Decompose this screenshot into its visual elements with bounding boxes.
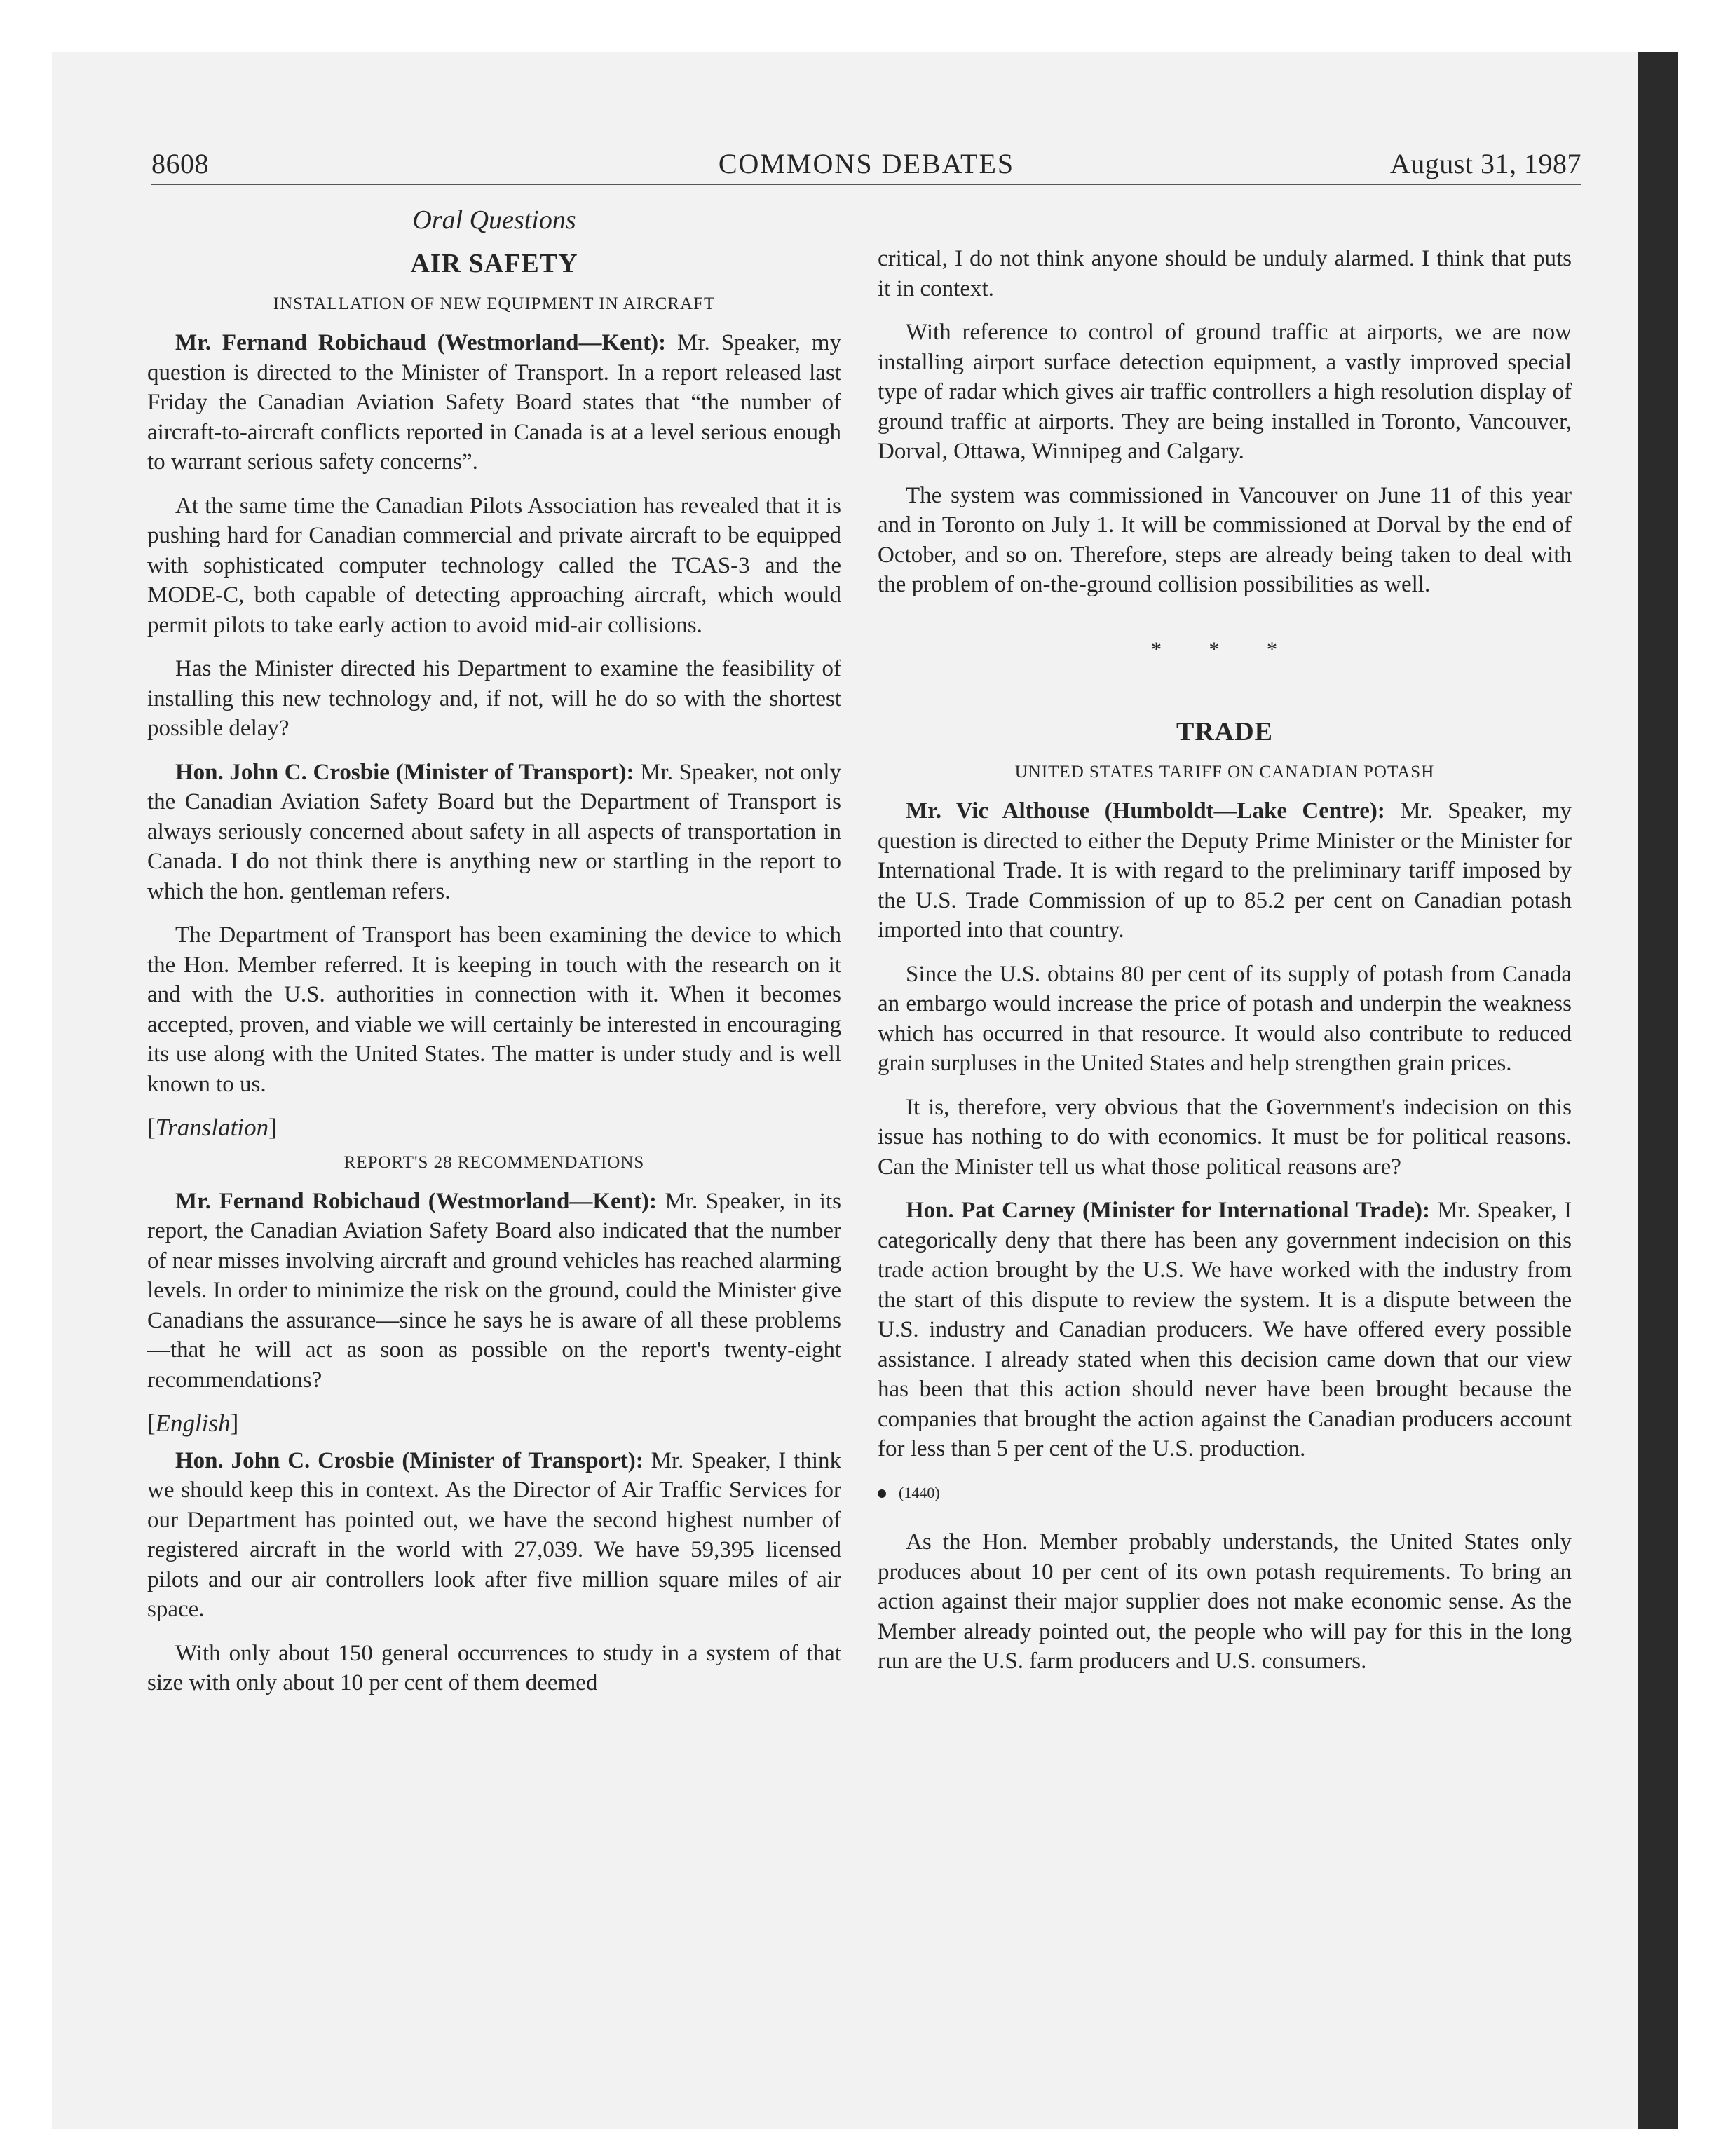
paragraph: With only about 150 general occurrences to study in a system of that size with only about 10 per cent of them deemed xyxy=(147,1640,841,1696)
time-marker: (1440) xyxy=(878,1478,1572,1508)
paragraph: The system was commissioned in Vancouver on June 11 of this year and in Toronto on July 1. It will be commissioned at Dorval by the end of October, and so on. Therefore, steps are already being taken to deal with the problem of on-the-ground collision possibilities as well. xyxy=(878,482,1572,597)
paragraph: critical, I do not think anyone should be unduly alarmed. I think that puts it in context. xyxy=(878,246,1572,301)
section-heading: AIR SAFETY xyxy=(410,249,578,278)
paragraph: The Department of Transport has been examining the device to which the Hon. Member referred. It is keeping in touch with the research on it and with the U.S. authorities in connection with it. When it becomes accepted, proven, and viable we will certainly be interested in encouraging its use along with the United States. The matter is under study and is well known to us. xyxy=(147,922,841,1097)
paragraph: Hon. Pat Carney (Minister for International Trade): Mr. Speaker, I categorically deny that there has been any government indecision on this trade action brought by the U.S. We have worked with the industry from the start of this dispute to review the system. It is a dispute between the U.S. industry and Canadian producers. We have offered every possible assistance. I already stated when this decision came down that our view has been that this action should never have been brought because the companies that brought the action against the Canadian producers account for less than 5 per cent of the U.S. production. xyxy=(878,1198,1572,1461)
page-number: 8608 xyxy=(151,148,209,179)
publication-title: COMMONS DEBATES xyxy=(718,148,1015,179)
section-separator: * * * xyxy=(1151,637,1298,661)
section-heading: TRADE xyxy=(1176,717,1274,746)
paragraph: Hon. John C. Crosbie (Minister of Transport): Mr. Speaker, not only the Canadian Aviation Safety Board but the Department of Transport is always seriously concerned about safety in all aspects of transportation in Canada. I do not think there is anything new or startling in the report to which the hon. gentleman refers. xyxy=(147,759,842,904)
publication-date: August 31, 1987 xyxy=(1389,148,1581,179)
left-column xyxy=(147,196,841,1712)
speaker: Hon. Pat Carney (Minister for International Trade): xyxy=(906,1198,1430,1223)
language-note: [English] xyxy=(147,1410,239,1437)
header-rule xyxy=(151,184,1581,185)
speaker: Hon. John C. Crosbie (Minister of Transport): xyxy=(175,759,634,785)
paragraph: Mr. Fernand Robichaud (Westmorland—Kent): Mr. Speaker, my question is directed to the Minister of Transport. In a report released last Friday the Canadian Aviation Safety Board states that “the number of aircraft-to-aircraft conflicts reported in Canada is at a level serious enough to warrant serious safety concerns”. xyxy=(147,330,841,475)
paragraph: Mr. Fernand Robichaud (Westmorland—Kent): Mr. Speaker, in its report, the Canadian Aviation Safety Board also indicated that the number of near misses involving aircraft and ground vehicles has reached alarming levels. In order to minimize the risk on the ground, could the Minister give Canadians the assurance—since he says he is aware of all these problems—that he will act as soon as possible on the report's twenty-eight recommendations? xyxy=(147,1188,841,1393)
binding-edge xyxy=(1638,52,1678,2129)
subheading: REPORT'S 28 RECOMMENDATIONS xyxy=(343,1152,645,1172)
right-column xyxy=(878,244,1572,1691)
paragraph: With reference to control of ground traffic at airports, we are now installing airport surface detection equipment, a vastly improved special type of radar which gives air traffic controllers a high resolution display of ground traffic at airports. They are being installed in Toronto, Vancouver, Dorval, Ottawa, Winnipeg and Calgary. xyxy=(878,320,1572,464)
paragraph: Has the Minister directed his Department to examine the feasibility of installing this new technology and, if not, will he do so with the shortest possible delay? xyxy=(147,656,841,741)
paragraph: It is, therefore, very obvious that the Government's indecision on this issue has nothing to do with economics. It must be for political reasons. Can the Minister tell us what those political reasons are? xyxy=(878,1094,1572,1180)
speaker: Mr. Fernand Robichaud (Westmorland—Kent): xyxy=(175,330,667,355)
page-header xyxy=(151,147,1581,186)
speaker: Hon. John C. Crosbie (Minister of Transport): xyxy=(175,1447,644,1473)
rubric: Oral Questions xyxy=(412,205,576,235)
paragraph: Mr. Vic Althouse (Humboldt—Lake Centre): Mr. Speaker, my question is directed to either the Deputy Prime Minister or the Minister for International Trade. It is with regard to the preliminary tariff imposed by the U.S. Trade Commission of up to 85.2 per cent on Canadian potash imported into that country. xyxy=(878,798,1572,943)
language-note: [Translation] xyxy=(147,1114,277,1141)
subheading: UNITED STATES TARIFF ON CANADIAN POTASH xyxy=(1014,763,1435,782)
speaker: Mr. Vic Althouse (Humboldt—Lake Centre): xyxy=(906,798,1385,824)
speaker: Mr. Fernand Robichaud (Westmorland—Kent): xyxy=(175,1188,657,1214)
paragraph: Since the U.S. obtains 80 per cent of its supply of potash from Canada an embargo would increase the price of potash and underpin the weakness which has occurred in that resource. It would also contribute to reduced grain surpluses in the United States and help strengthen grain prices. xyxy=(878,961,1572,1076)
paragraph: As the Hon. Member probably understands, the United States only produces about 10 per cent of its own potash requirements. To bring an action against their major supplier does not make economic sense. As the Member already pointed out, the people who will pay for this in the long run are the U.S. farm producers and U.S. consumers. xyxy=(878,1529,1572,1674)
paragraph: Hon. John C. Crosbie (Minister of Transport): Mr. Speaker, I think we should keep this in context. As the Director of Air Traffic Services for our Department has pointed out, we have the second highest number of registered aircraft in the world with 27,039. We have 59,395 licensed pilots and our air controllers look after five million square miles of air space. xyxy=(147,1447,841,1622)
subheading: INSTALLATION OF NEW EQUIPMENT IN AIRCRAFT xyxy=(273,294,716,313)
paragraph: At the same time the Canadian Pilots Association has revealed that it is pushing hard for Canadian commercial and private aircraft to be equipped with sophisticated computer technology called the TCAS-3 and the MODE-C, both capable of detecting approaching aircraft, which would permit pilots to take early action to avoid mid-air collisions. xyxy=(147,493,841,638)
bullet-icon xyxy=(878,1489,886,1498)
